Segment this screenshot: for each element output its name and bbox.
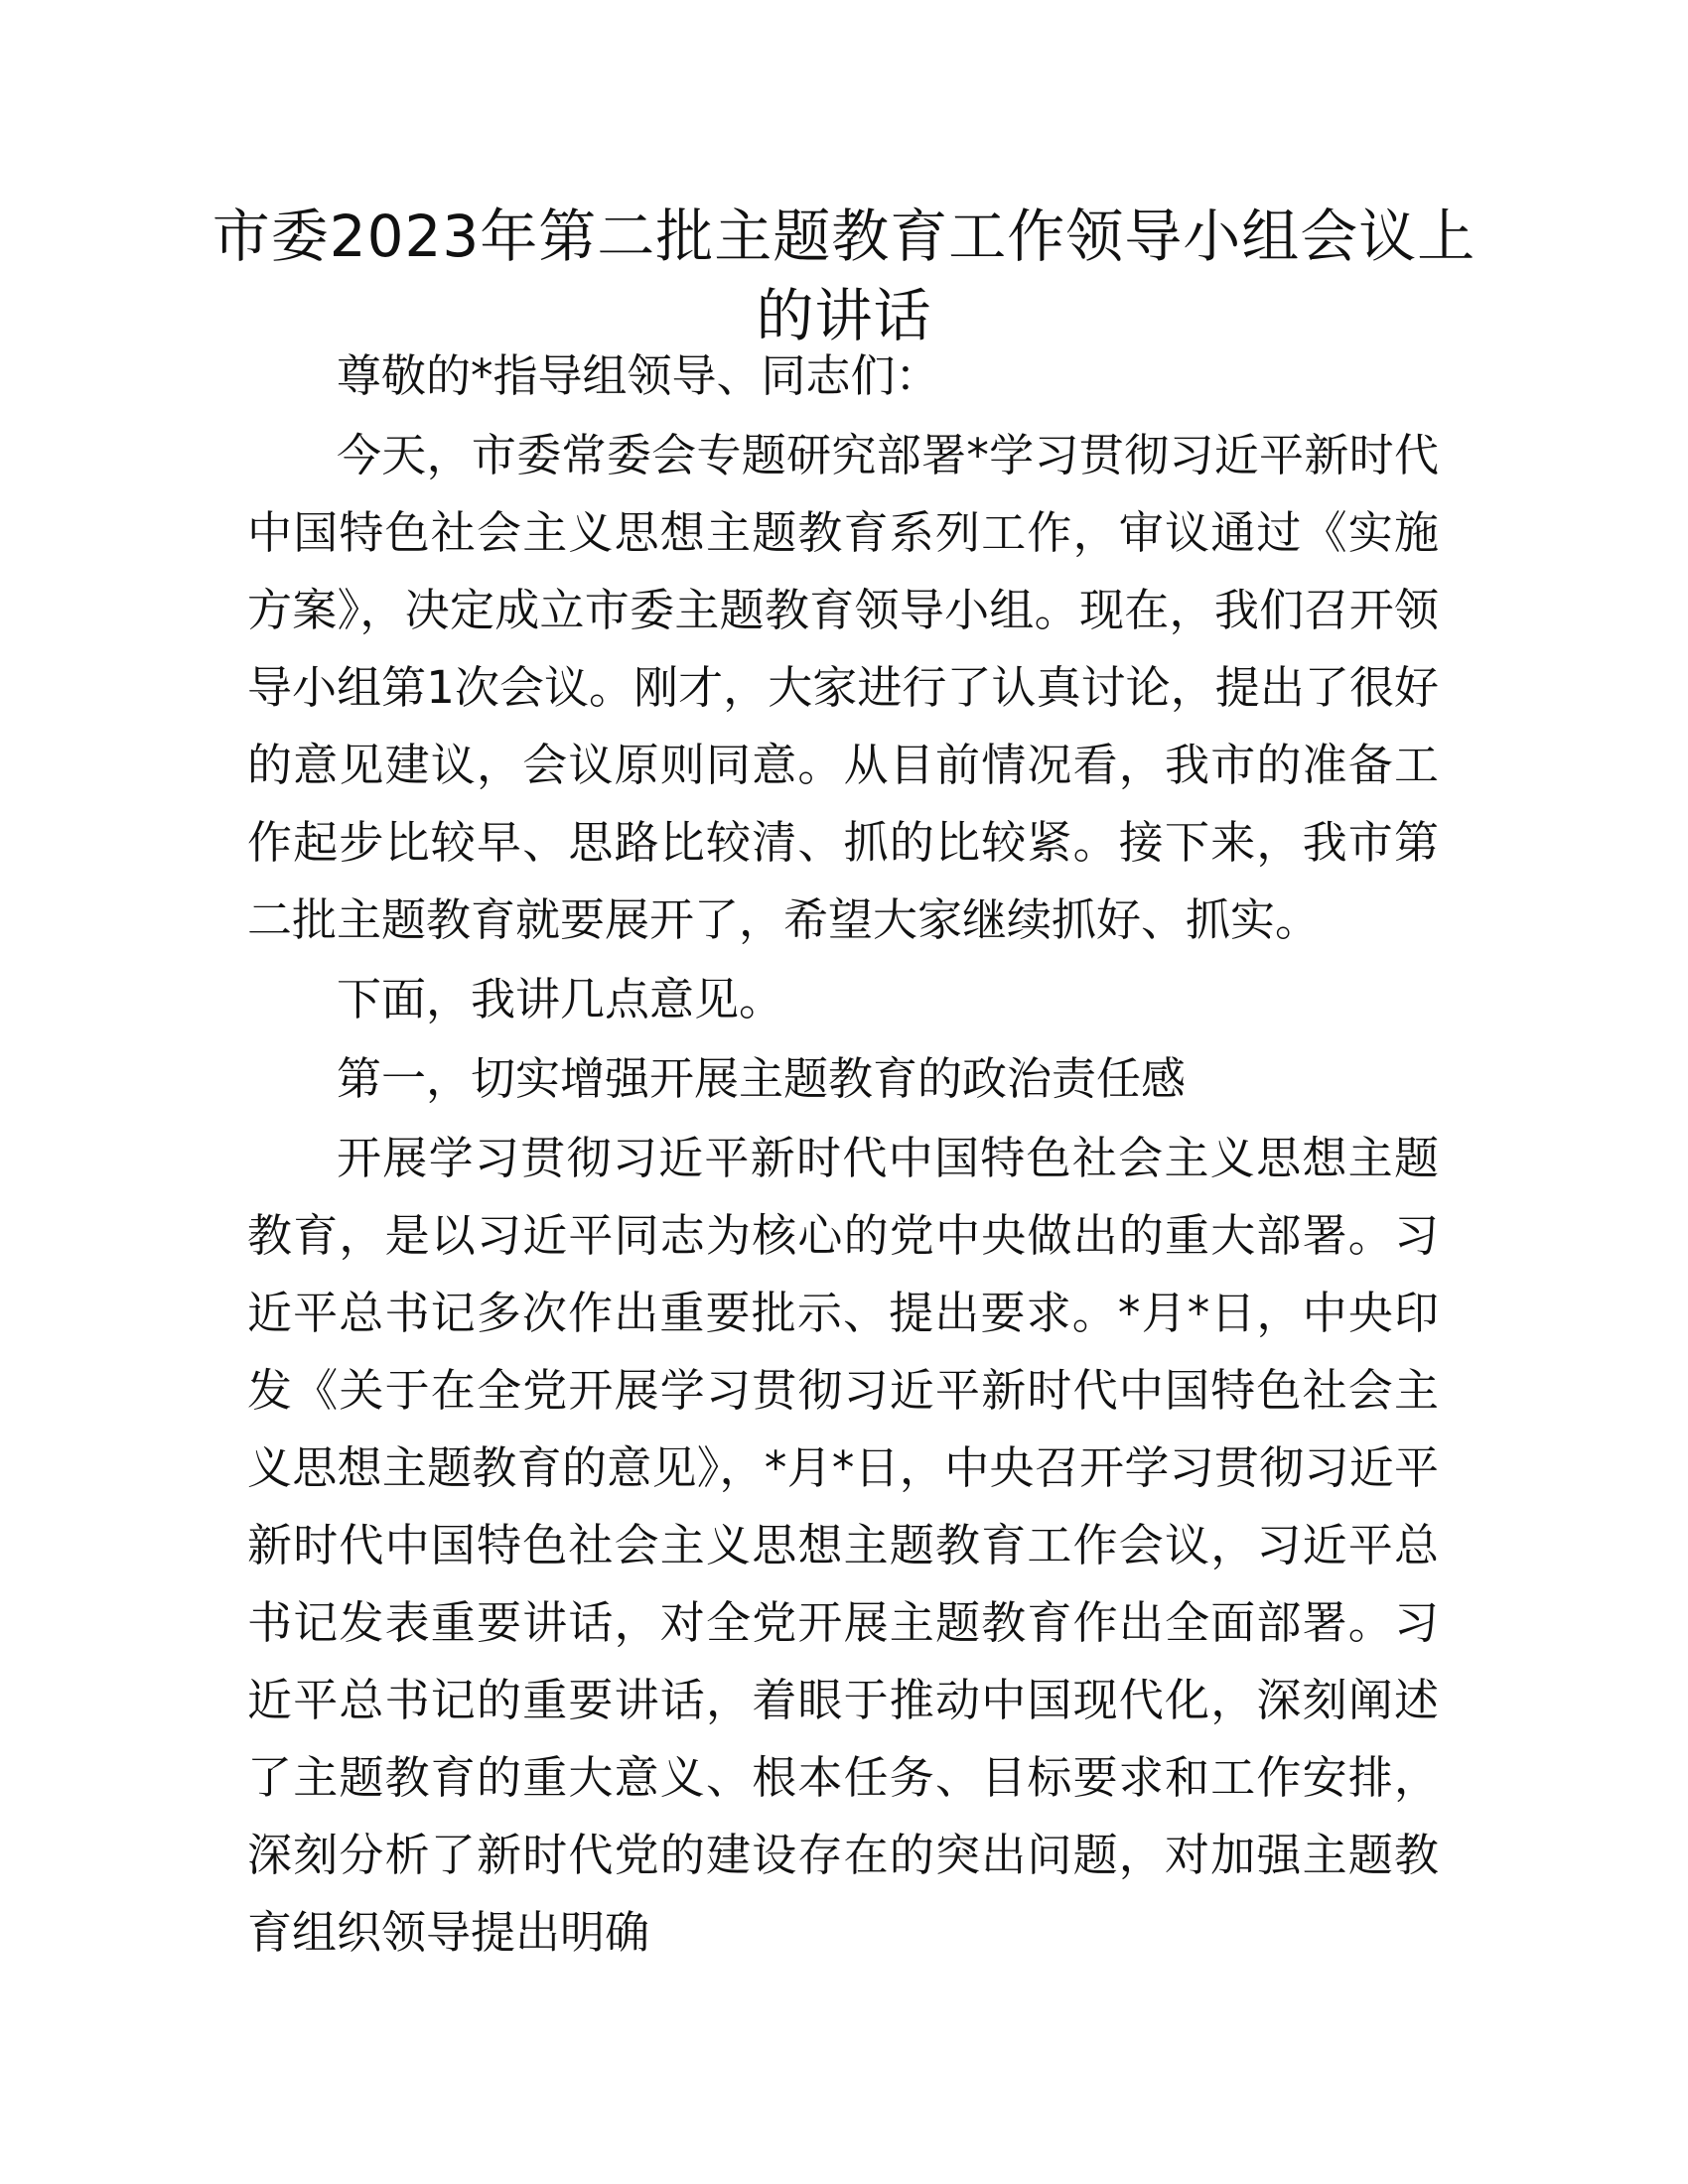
- paragraph-transition: 下面，我讲几点意见。: [337, 973, 784, 1025]
- paragraph-opening: 今天，市委常委会专题研究部署*学习贯彻习近平新时代中国特色社会主义思想主题教育系列工作，审议通过《实施方案》，决定成立市委主题教育领导小组。现在，我们召开领导小组第1次会议。刚才，大家进行了认真讨论，提出了很好的意见建议，会议原则同意。从目前情况看，我市的准备工作起步比较早、思路比较清、抓的比较紧。接下来，我市第二批主题教育就要展开了，希望大家继续抓好、抓实。: [247, 429, 1439, 946]
- salutation: 尊敬的*指导组领导、同志们：: [337, 349, 940, 402]
- document-title: 市委2023年第二批主题教育工作领导小组会议上的讲话: [211, 203, 1477, 349]
- section-paragraph: 开展学习贯彻习近平新时代中国特色社会主义思想主题教育，是以习近平同志为核心的党中央做出的重大部署。习近平总书记多次作出重要批示、提出要求。*月*日，中央印发《关于在全党开展学习贯彻习近平新时代中国特色社会主义思想主题教育的意见》，*月*日，中央召开学习贯彻习近平新时代中国特色社会主义思想主题教育工作会议，习近平总书记发表重要讲话，对全党开展主题教育作出全面部署。习近平总书记的重要讲话，着眼于推动中国现代化，深刻阐述了主题教育的重大意义、根本任务、目标要求和工作安排，深刻分析了新时代党的建设存在的突出问题，对加强主题教育组织领导提出明确: [247, 1132, 1439, 1959]
- section-heading: 第一，切实增强开展主题教育的政治责任感: [337, 1052, 1187, 1105]
- document-body: [247, 338, 1439, 1974]
